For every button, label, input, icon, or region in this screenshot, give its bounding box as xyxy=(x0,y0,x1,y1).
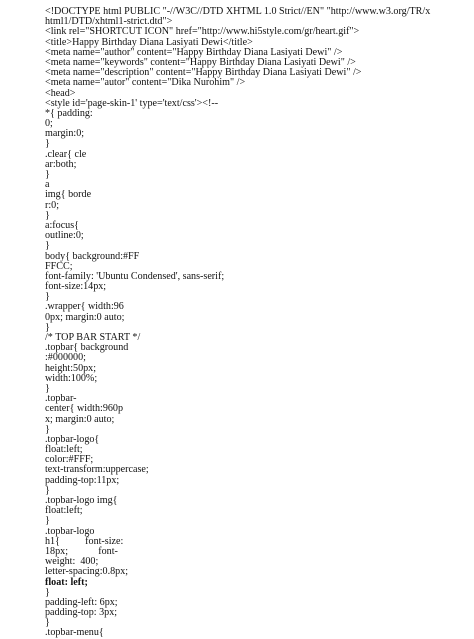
document-line: } xyxy=(45,382,50,394)
document-line: <!DOCTYPE html PUBLIC "-//W3C//DTD XHTML 1.0 Strict//EN" "http://www.w3.org/TR/x xyxy=(45,6,431,17)
document-line: } xyxy=(45,586,50,598)
document-line: .topbar-menu{ xyxy=(45,627,104,639)
document-line: } xyxy=(45,240,50,252)
document-line: width:100%; xyxy=(45,372,98,384)
document-line: } xyxy=(45,484,50,496)
document-line: height:50px; xyxy=(45,362,97,374)
document-line: } xyxy=(45,169,50,180)
document-line: } xyxy=(45,617,50,629)
document-line: center{ width:960p xyxy=(45,403,124,415)
document-text-block xyxy=(45,7,445,639)
document-line: 0px; margin:0 auto; xyxy=(45,311,125,323)
document-line: font-size:14px; xyxy=(45,281,107,293)
document-line: .wrapper{ width:96 xyxy=(45,301,124,313)
document-line: float:left; xyxy=(45,505,83,517)
document-line: html1/DTD/xhtml1-strict.dtd"> xyxy=(45,16,173,28)
document-line: /* TOP BAR START */ xyxy=(45,332,141,343)
document-line: float:left; xyxy=(45,444,83,456)
document-line: .topbar{ background xyxy=(45,342,129,354)
document-line: 18px; font- xyxy=(45,545,118,557)
document-line: .clear{ cle xyxy=(45,148,87,160)
document-line: letter-spacing:0.8px; xyxy=(45,566,129,578)
document-line: h1{ font-size: xyxy=(45,535,124,547)
document-line: } xyxy=(45,321,50,333)
document-line: 0; xyxy=(45,118,53,130)
document-line: <meta name="author" content="Happy Birthday Diana Lasiyati Dewi" /> xyxy=(45,46,343,58)
document-line: <title>Happy Birthday Diana Lasiyati Dewi</title> xyxy=(45,36,253,48)
document-line: } xyxy=(45,515,50,527)
document-line: } xyxy=(45,209,50,221)
document-line: .topbar-logo xyxy=(45,525,95,537)
document-line: <meta name="keywords" content="Happy Birthday Diana Lasiyati Dewi" /> xyxy=(45,56,356,68)
document-line: text-transform:uppercase; xyxy=(45,464,149,476)
document-line: color:#FFF; xyxy=(45,454,94,466)
document-line: <meta name="autor" content="Dika Nurohim" /> xyxy=(45,77,246,89)
document-line: :#000000; xyxy=(45,352,86,364)
document-line: } xyxy=(45,423,50,435)
document-line: outline:0; xyxy=(45,230,84,242)
document-line: body{ background:#FF xyxy=(45,250,140,262)
document-line: .topbar-logo{ xyxy=(45,433,100,445)
document-line: } xyxy=(45,291,50,303)
document-line: img{ borde xyxy=(45,189,92,201)
document-line: } xyxy=(45,138,50,150)
document-line: padding-top:11px; xyxy=(45,474,120,486)
document-line: float: left; xyxy=(45,576,88,588)
document-line: r:0; xyxy=(45,199,60,211)
document-line: a:focus{ xyxy=(45,219,79,231)
document-line: *{ padding: xyxy=(45,107,93,119)
document-line: a xyxy=(45,179,50,191)
document-line: padding-left: 6px; xyxy=(45,596,118,608)
document-line: .topbar- xyxy=(45,393,77,405)
document-line: font-family: 'Ubuntu Condensed', sans-serif; xyxy=(45,270,225,282)
document-line: <meta name="description" content="Happy Birthday Diana Lasiyati Dewi" /> xyxy=(45,67,362,79)
document-line: FFCC; xyxy=(45,260,73,272)
document-line: x; margin:0 auto; xyxy=(45,413,115,425)
document-line: padding-top: 3px; xyxy=(45,607,118,619)
document-line: <head> xyxy=(45,87,76,99)
document-line: <style id='page-skin-1' type='text/css'><!-- xyxy=(45,97,219,109)
document-line: weight: 400; xyxy=(45,556,99,568)
document-line: ar:both; xyxy=(45,158,77,170)
document-line: margin:0; xyxy=(45,128,85,140)
document-line: <link rel="SHORTCUT ICON" href="http://www.hi5style.com/gr/heart.gif"> xyxy=(45,26,360,38)
document-line: .topbar-logo img{ xyxy=(45,495,118,506)
